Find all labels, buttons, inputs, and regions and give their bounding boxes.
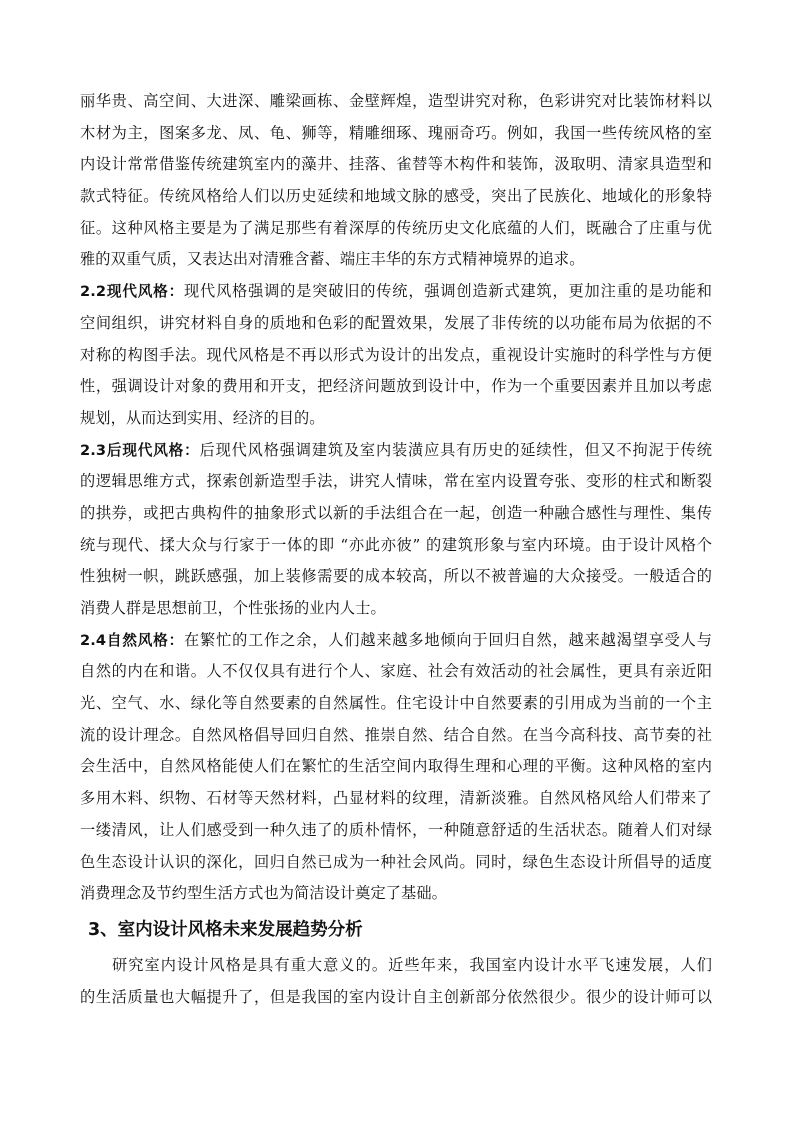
section-label: 2.3后现代风格： — [80, 441, 200, 459]
text-line: 色生态设计认识的深化，回归自然已成为一种社会风尚。同时，绿色生态设计所倡导的适度 — [80, 852, 712, 871]
text-line: 对称的构图手法。现代风格是不再以形式为设计的出发点，重视设计实施时的科学性与方便 — [80, 345, 712, 364]
text-line: 多用木料、织物、石材等天然材料，凸显材料的纹理，清新淡雅。自然风格风给人们带来了 — [80, 789, 712, 808]
text-line: 丽华贵、高空间、大进深、雕梁画栋、金壁辉煌，造型讲究对称，色彩讲究对比装饰材料以 — [80, 92, 712, 110]
document-page — [80, 86, 712, 1013]
trend-analysis-paragraph — [80, 950, 712, 1013]
text-line — [80, 276, 712, 308]
text-line: 光、空气、水、绿化等自然要素的自然属性。住宅设计中自然要素的引用成为当前的一个主 — [80, 694, 712, 713]
text-line: 内设计常常借鉴传统建筑室内的藻井、挂落、雀替等木构件和装饰，汲取明、清家具造型和 — [80, 155, 712, 174]
text-line: 消费人群是思想前卫，个性张扬的业内人士。 — [80, 599, 386, 617]
text-line: 空间组织，讲究材料自身的质地和色彩的配置效果，发展了非传统的以功能布局为依据的不 — [80, 313, 712, 332]
text-line: 征。这种风格主要是为了满足那些有着深厚的传统历史文化底蕴的人们，既融合了庄重与优 — [80, 218, 712, 237]
text-line — [80, 435, 712, 467]
text-line: 消费理念及节约型生活方式也为简洁设计奠定了基础。 — [80, 884, 447, 903]
text-line: 性，强调设计对象的费用和开支，把经济问题放到设计中，作为一个重要因素并且加以考虑 — [80, 377, 712, 396]
text-line: 统与现代、揉大众与行家于一体的即 “亦此亦彼” 的建筑形象与室内环境。由于设计风格个 — [80, 535, 712, 554]
section-label: 2.4自然风格： — [80, 631, 185, 649]
text-line — [80, 625, 712, 657]
text-line: 木材为主，图案多龙、凤、龟、狮等，精雕细琢、瑰丽奇巧。例如，我国一些传统风格的室 — [80, 123, 712, 142]
traditional-style-paragraph — [80, 86, 712, 276]
modern-style-paragraph — [80, 276, 712, 434]
natural-style-paragraph — [80, 625, 712, 910]
text-span: 现代风格强调的是突破旧的传统，强调创造新式建筑，更加注重的是功能和 — [184, 282, 712, 301]
text-line: 自然的内在和谐。人不仅仅具有进行个人、家庭、社会有效活动的社会属性，更具有亲近阳 — [80, 662, 712, 681]
text-line: 规划，从而达到实用、经济的目的。 — [80, 408, 325, 427]
text-line: 款式特征。传统风格给人们以历史延续和地域文脉的感受，突出了民族化、地域化的形象特 — [80, 187, 712, 206]
text-line: 雅的双重气质，又表达出对清雅含蓄、端庄丰华的东方式精神境界的追求。 — [80, 250, 585, 269]
text-line: 的逻辑思维方式，探索创新造型手法，讲究人情味，常在室内设置夸张、变形的柱式和断裂 — [80, 472, 712, 491]
text-line: 一缕清风，让人们感受到一种久违了的质朴情怀，一种随意舒适的生活状态。随着人们对绿 — [80, 820, 712, 839]
text-line: 流的设计理念。自然风格倡导回归自然、推崇自然、结合自然。在当今高科技、高节奏的社 — [80, 725, 712, 744]
text-span: 在繁忙的工作之余，人们越来越多地倾向于回归自然，越来越渴望享受人与 — [184, 630, 712, 649]
text-line: 的生活质量也大幅提升了，但是我国的室内设计自主创新部分依然很少。很少的设计师可以 — [80, 987, 712, 1006]
postmodern-style-paragraph — [80, 435, 712, 625]
text-line: 研究室内设计风格是具有重大意义的。近些年来，我国室内设计水平飞速发展，人们 — [112, 955, 712, 974]
text-line: 的拱券，或把古典构件的抽象形式以新的手法组合在一起，创造一种融合感性与理性、集传 — [80, 503, 712, 522]
section-heading: 3、室内设计风格未来发展趋势分析 — [88, 919, 363, 940]
text-line: 会生活中，自然风格能使人们在繁忙的生活空间内取得生理和心理的平衡。这种风格的室内 — [80, 757, 712, 776]
section-label: 2.2现代风格： — [80, 283, 185, 301]
text-span: 后现代风格强调建筑及室内装潢应具有历史的延续性，但又不拘泥于传统 — [199, 440, 712, 459]
text-line: 性独树一帜，跳跃感强，加上装修需要的成本较高，所以不被普遍的大众接受。一般适合的 — [80, 567, 712, 586]
